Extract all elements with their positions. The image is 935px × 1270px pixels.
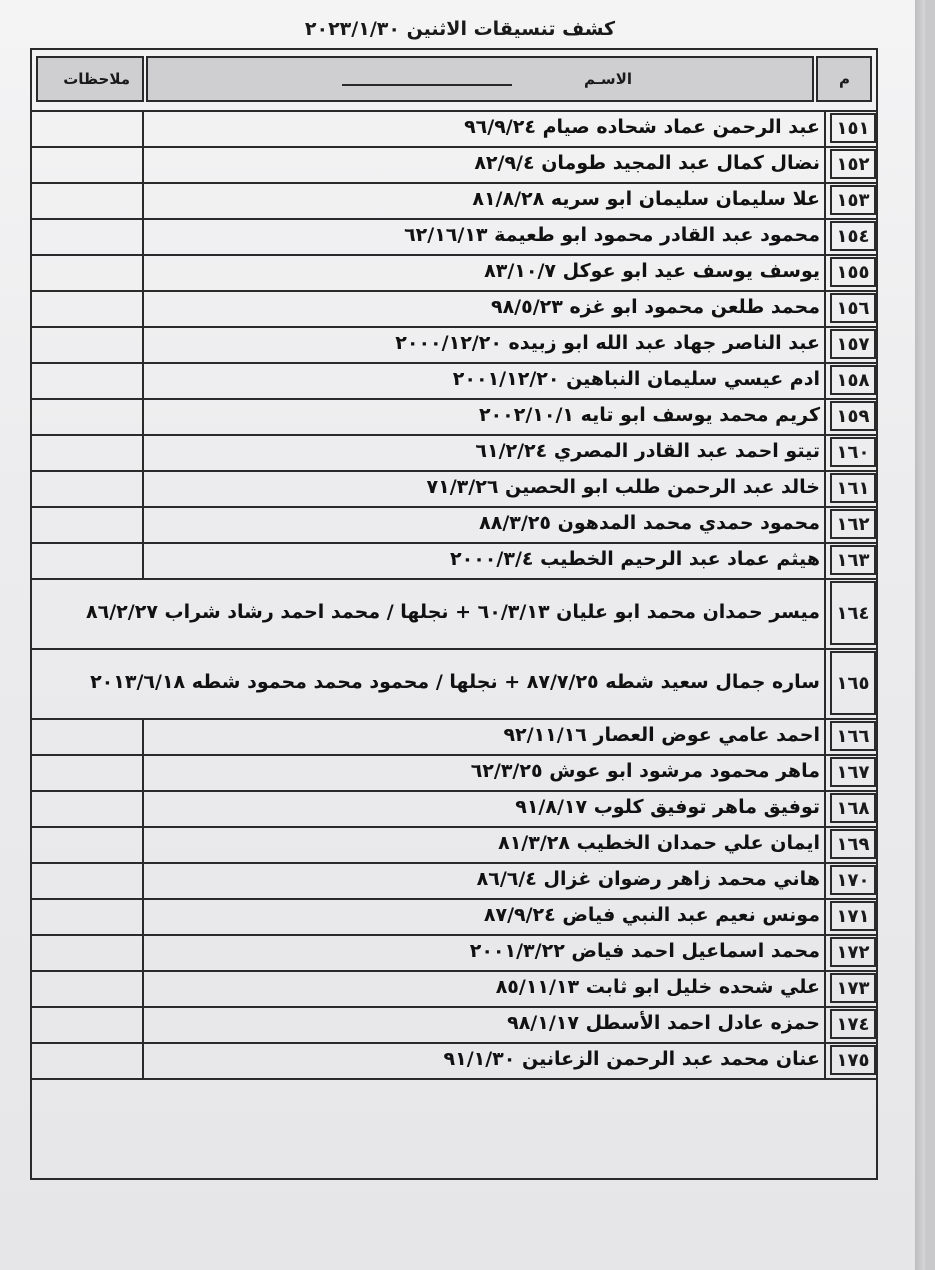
notes-divider: [142, 1006, 144, 1042]
notes-cell: [32, 718, 142, 754]
page-title: كشف تنسيقات الاثنين ٢٠٢٣/١/٣٠: [304, 18, 616, 40]
row-number: ١٦٩: [830, 829, 876, 859]
name-cell: نضال كمال عبد المجيد طومان ٨٢/٩/٤: [474, 152, 820, 175]
number-divider: [824, 146, 826, 182]
number-divider: [824, 506, 826, 542]
number-divider: [824, 898, 826, 934]
notes-cell: [32, 326, 142, 362]
notes-cell: [32, 754, 142, 790]
notes-cell: [32, 290, 142, 326]
row-number: ١٧٢: [830, 937, 876, 967]
number-divider: [824, 970, 826, 1006]
name-cell: ميسر حمدان محمد ابو عليان ٦٠/٣/١٣ + نجلها / محمد احمد رشاد شراب ٨٦/٢/٢٧: [86, 601, 820, 624]
notes-divider: [142, 470, 144, 506]
notes-divider: [142, 934, 144, 970]
name-cell: محمود حمدي محمد المدهون ٨٨/٣/٢٥: [479, 512, 820, 535]
name-cell: حمزه عادل احمد الأسطل ٩٨/١/١٧: [507, 1012, 820, 1035]
name-cell: محمد اسماعيل احمد فياض ٢٠٠١/٣/٢٢: [469, 940, 820, 963]
number-divider: [824, 434, 826, 470]
name-cell: ادم عيسي سليمان النباهين ٢٠٠١/١٢/٢٠: [452, 368, 820, 391]
number-divider: [824, 362, 826, 398]
table-row: [32, 648, 876, 720]
number-divider: [824, 934, 826, 970]
name-cell: عبد الرحمن عماد شحاده صيام ٩٦/٩/٢٤: [464, 116, 820, 139]
notes-divider: [142, 434, 144, 470]
name-cell: يوسف يوسف عيد ابو عوكل ٨٣/١٠/٧: [484, 260, 820, 283]
row-number: ١٦١: [830, 473, 876, 503]
row-number: ١٥٨: [830, 365, 876, 395]
notes-cell: [32, 826, 142, 862]
table-row: [32, 146, 876, 184]
notes-divider: [142, 790, 144, 826]
row-number: ١٥٥: [830, 257, 876, 287]
notes-cell: [32, 542, 142, 578]
notes-cell: [32, 970, 142, 1006]
number-divider: [824, 542, 826, 578]
notes-divider: [142, 506, 144, 542]
header-notes: ملاحظات: [36, 56, 144, 102]
row-number: ١٦٤: [830, 581, 876, 645]
name-cell: مونس نعيم عبد النبي فياض ٨٧/٩/٢٤: [483, 904, 820, 927]
table-row: [32, 110, 876, 148]
table-row: [32, 218, 876, 256]
notes-cell: [32, 182, 142, 218]
row-number: ١٧٠: [830, 865, 876, 895]
row-number: ١٧٥: [830, 1045, 876, 1075]
table-row: [32, 434, 876, 472]
name-cell: احمد عامي عوض العصار ٩٢/١١/١٦: [503, 724, 820, 747]
number-divider: [824, 826, 826, 862]
name-cell: ساره جمال سعيد شطه ٨٧/٧/٢٥ + نجلها / محمود محمد محمود شطه ٢٠١٣/٦/١٨: [90, 671, 820, 694]
notes-cell: [32, 790, 142, 826]
table-row: [32, 398, 876, 436]
table-header: [32, 50, 876, 112]
number-divider: [824, 1042, 826, 1078]
name-cell: علا سليمان سليمان ابو سريه ٨١/٨/٢٨: [472, 188, 820, 211]
notes-divider: [142, 362, 144, 398]
name-cell: علي شحده خليل ابو ثابت ٨٥/١١/١٣: [495, 976, 820, 999]
row-number: ١٥٩: [830, 401, 876, 431]
table-row: [32, 754, 876, 792]
number-divider: [824, 790, 826, 826]
notes-divider: [142, 1042, 144, 1078]
row-number: ١٥٢: [830, 149, 876, 179]
notes-cell: [32, 434, 142, 470]
notes-cell: [32, 254, 142, 290]
header-number: م: [816, 56, 872, 102]
table-row: [32, 578, 876, 650]
name-cell: عبد الناصر جهاد عبد الله ابو زبيده ٢٠٠٠/١٢/٢٠: [395, 332, 820, 355]
notes-cell: [32, 146, 142, 182]
table-body: [32, 110, 876, 1178]
table-row: [32, 254, 876, 292]
notes-divider: [142, 254, 144, 290]
notes-cell: [32, 1042, 142, 1078]
number-divider: [824, 470, 826, 506]
name-cell: محمود عبد القادر محمود ابو طعيمة ٦٢/١٦/١٣: [404, 224, 820, 247]
table-row: [32, 326, 876, 364]
row-number: ١٥٧: [830, 329, 876, 359]
names-table: [30, 48, 878, 1180]
table-row: [32, 898, 876, 936]
notes-divider: [142, 542, 144, 578]
row-number: ١٦٣: [830, 545, 876, 575]
number-divider: [824, 290, 826, 326]
table-row: [32, 970, 876, 1008]
page-edge: [915, 0, 925, 1270]
number-divider: [824, 218, 826, 254]
notes-divider: [142, 182, 144, 218]
table-row: [32, 790, 876, 828]
notes-cell: [32, 898, 142, 934]
notes-divider: [142, 290, 144, 326]
notes-cell: [32, 470, 142, 506]
name-cell: خالد عبد الرحمن طلب ابو الحصين ٧١/٣/٢٦: [426, 476, 820, 499]
name-cell: محمد طلعن محمود ابو غزه ٩٨/٥/٢٣: [490, 296, 820, 319]
table-row: [32, 506, 876, 544]
name-cell: هيثم عماد عبد الرحيم الخطيب ٢٠٠٠/٣/٤: [450, 548, 820, 571]
table-row: [32, 934, 876, 972]
number-divider: [824, 1006, 826, 1042]
number-divider: [824, 862, 826, 898]
table-row: [32, 542, 876, 580]
notes-divider: [142, 146, 144, 182]
number-divider: [824, 326, 826, 362]
name-cell: عنان محمد عبد الرحمن الزعانين ٩١/١/٣٠: [443, 1048, 820, 1071]
row-number: ١٧٣: [830, 973, 876, 1003]
row-number: ١٧٤: [830, 1009, 876, 1039]
row-number: ١٥١: [830, 113, 876, 143]
number-divider: [824, 398, 826, 434]
notes-cell: [32, 862, 142, 898]
notes-divider: [142, 754, 144, 790]
row-number: ١٦٨: [830, 793, 876, 823]
notes-divider: [142, 970, 144, 1006]
name-cell: تيتو احمد عبد القادر المصري ٦١/٢/٢٤: [475, 440, 820, 463]
row-number: ١٦٧: [830, 757, 876, 787]
notes-divider: [142, 898, 144, 934]
table-row: [32, 290, 876, 328]
header-name-rule: [342, 84, 512, 86]
row-number: ١٥٣: [830, 185, 876, 215]
notes-cell: [32, 934, 142, 970]
notes-cell: [32, 110, 142, 146]
notes-divider: [142, 398, 144, 434]
table-row: [32, 718, 876, 756]
name-cell: توفيق ماهر توفيق كلوب ٩١/٨/١٧: [515, 796, 820, 819]
name-cell: هاني محمد زاهر رضوان غزال ٨٦/٦/٤: [476, 868, 820, 891]
row-number: ١٧١: [830, 901, 876, 931]
row-number: ١٦٠: [830, 437, 876, 467]
number-divider: [824, 110, 826, 146]
notes-cell: [32, 362, 142, 398]
notes-cell: [32, 506, 142, 542]
table-row: [32, 182, 876, 220]
table-row: [32, 862, 876, 900]
table-row: [32, 826, 876, 864]
table-row: [32, 470, 876, 508]
row-number: ١٦٢: [830, 509, 876, 539]
number-divider: [824, 754, 826, 790]
number-divider: [824, 648, 826, 718]
notes-divider: [142, 110, 144, 146]
notes-divider: [142, 326, 144, 362]
notes-divider: [142, 826, 144, 862]
notes-cell: [32, 1006, 142, 1042]
number-divider: [824, 182, 826, 218]
row-number: ١٦٥: [830, 651, 876, 715]
number-divider: [824, 718, 826, 754]
notes-cell: [32, 218, 142, 254]
header-name: الاسـم: [146, 56, 814, 102]
table-row: [32, 1042, 876, 1080]
name-cell: ماهر محمود مرشود ابو عوش ٦٢/٣/٢٥: [470, 760, 820, 783]
notes-cell: [32, 398, 142, 434]
number-divider: [824, 254, 826, 290]
notes-divider: [142, 218, 144, 254]
name-cell: كريم محمد يوسف ابو تايه ٢٠٠٢/١٠/١: [478, 404, 820, 427]
notes-divider: [142, 718, 144, 754]
table-row: [32, 362, 876, 400]
number-divider: [824, 578, 826, 648]
row-number: ١٥٦: [830, 293, 876, 323]
row-number: ١٥٤: [830, 221, 876, 251]
row-number: ١٦٦: [830, 721, 876, 751]
table-row: [32, 1006, 876, 1044]
notes-divider: [142, 862, 144, 898]
name-cell: ايمان علي حمدان الخطيب ٨١/٣/٢٨: [498, 832, 820, 855]
